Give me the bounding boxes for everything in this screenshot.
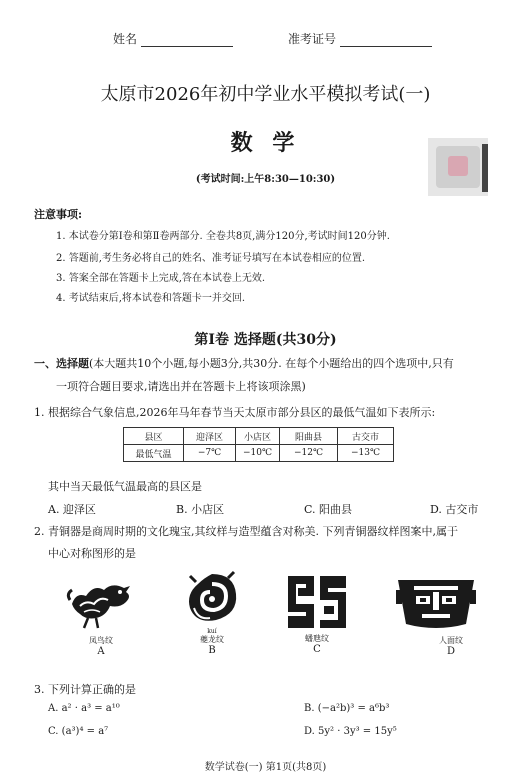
notice-heading: 注意事项:	[34, 208, 83, 221]
q3-option-d[interactable]: D. 5y² · 3y³ = 15y⁵	[304, 726, 397, 737]
figure-c-caption: 蟠虺纹	[305, 634, 329, 643]
instruction-line-1: (本大题共10个小题,每小题3分,共30分. 在每个小题给出的四个选项中,只有	[89, 357, 454, 370]
q1-stem: 1. 根据综合气象信息,2026年马年春节当天太原市部分县区的最低气温如下表所示:	[34, 406, 436, 419]
exam-time: (考试时间:上午8:30—10:30)	[195, 174, 336, 185]
table-cell: −10℃	[236, 445, 280, 462]
figure-b-pinyin: kuí	[207, 628, 217, 635]
q1-option-d[interactable]: D. 古交市	[430, 503, 479, 516]
page-footer: 数学试卷(一) 第1页(共8页)	[204, 762, 327, 773]
q3-option-a-expr: a² · a³ = a¹⁰	[61, 703, 120, 714]
table-row	[124, 428, 394, 445]
q3-option-d-expr: 5y² · 3y³ = 15y⁵	[318, 726, 397, 737]
figure-d-caption: 人面纹	[439, 636, 463, 645]
human-face-pattern-icon	[396, 574, 476, 632]
table-cell: 阳曲县	[280, 428, 338, 445]
figure-d[interactable]	[396, 574, 476, 658]
table-cell: 古交市	[338, 428, 394, 445]
table-cell: −13℃	[338, 445, 394, 462]
table-cell: −7℃	[184, 445, 236, 462]
table-cell: 小店区	[236, 428, 280, 445]
q3-option-c[interactable]: C. (a³)⁴ = a⁷	[48, 726, 109, 737]
temperature-table	[123, 427, 394, 462]
exam-id-label: 准考证号	[288, 32, 337, 46]
q2-stem-line-1: 2. 青铜器是商周时期的文化瑰宝,其纹样与造型蕴含对称美. 下列青铜器纹样图案中,属于	[34, 525, 458, 538]
figure-b[interactable]	[182, 570, 242, 657]
phoenix-pattern-icon	[66, 574, 136, 632]
exam-title: 太原市2026年初中学业水平模拟考试(一)	[100, 84, 431, 105]
exam-id-row	[288, 30, 432, 47]
name-row	[113, 30, 233, 47]
instruction-bold: 一、选择题	[34, 357, 89, 370]
table-cell: 最低气温	[124, 445, 184, 462]
table-cell: 迎泽区	[184, 428, 236, 445]
figure-c[interactable]	[284, 572, 350, 656]
notice-item-1: 1. 本试卷分第Ⅰ卷和第Ⅱ卷两部分. 全卷共8页,满分120分,考试时间120分钟.	[56, 231, 390, 242]
exam-id-field[interactable]	[340, 46, 432, 47]
figure-c-letter: C	[313, 644, 321, 655]
q3-option-b[interactable]: B. (−a²b)³ = a⁶b³	[304, 703, 390, 714]
subject-title: 数 学	[230, 130, 301, 156]
q1-question: 其中当天最低气温最高的县区是	[48, 480, 202, 493]
kui-dragon-pattern-icon	[182, 570, 242, 628]
name-label: 姓名	[113, 32, 138, 46]
table-row	[124, 445, 394, 462]
notice-item-3: 3. 答案全部在答题卡上完成,答在本试卷上无效.	[56, 273, 266, 284]
figure-d-letter: D	[446, 646, 456, 657]
blurred-code-image	[428, 138, 488, 196]
q1-option-a[interactable]: A. 迎泽区	[48, 503, 96, 516]
figure-a[interactable]	[66, 574, 136, 658]
q3-stem: 3. 下列计算正确的是	[34, 683, 136, 696]
section-instruction	[34, 355, 454, 371]
table-cell: 县区	[124, 428, 184, 445]
table-cell: −12℃	[280, 445, 338, 462]
q2-stem-line-2: 中心对称图形的是	[48, 547, 136, 560]
name-field[interactable]	[141, 46, 233, 47]
q1-option-b[interactable]: B. 小店区	[176, 503, 225, 516]
figure-a-caption: 凤鸟纹	[89, 636, 113, 645]
section-title: 第Ⅰ卷 选择题(共30分)	[194, 332, 337, 348]
q1-option-c[interactable]: C. 阳曲县	[304, 503, 353, 516]
notice-item-4: 4. 考试结束后,将本试卷和答题卡一并交回.	[56, 293, 246, 304]
coiled-serpent-pattern-icon	[284, 572, 350, 632]
notice-item-2: 2. 答题前,考生务必将自己的姓名、准考证号填写在本试卷相应的位置.	[56, 253, 366, 264]
q3-option-a[interactable]: A. a² · a³ = a¹⁰	[48, 703, 120, 714]
figure-a-letter: A	[97, 646, 105, 657]
q3-option-c-expr: (a³)⁴ = a⁷	[61, 726, 109, 737]
figure-b-caption: 夔龙纹	[200, 635, 224, 644]
instruction-line-2: 一项符合题目要求,请选出并在答题卡上将该项涂黑)	[56, 380, 306, 393]
q3-option-b-expr: (−a²b)³ = a⁶b³	[317, 703, 390, 714]
figure-b-letter: B	[208, 645, 216, 656]
